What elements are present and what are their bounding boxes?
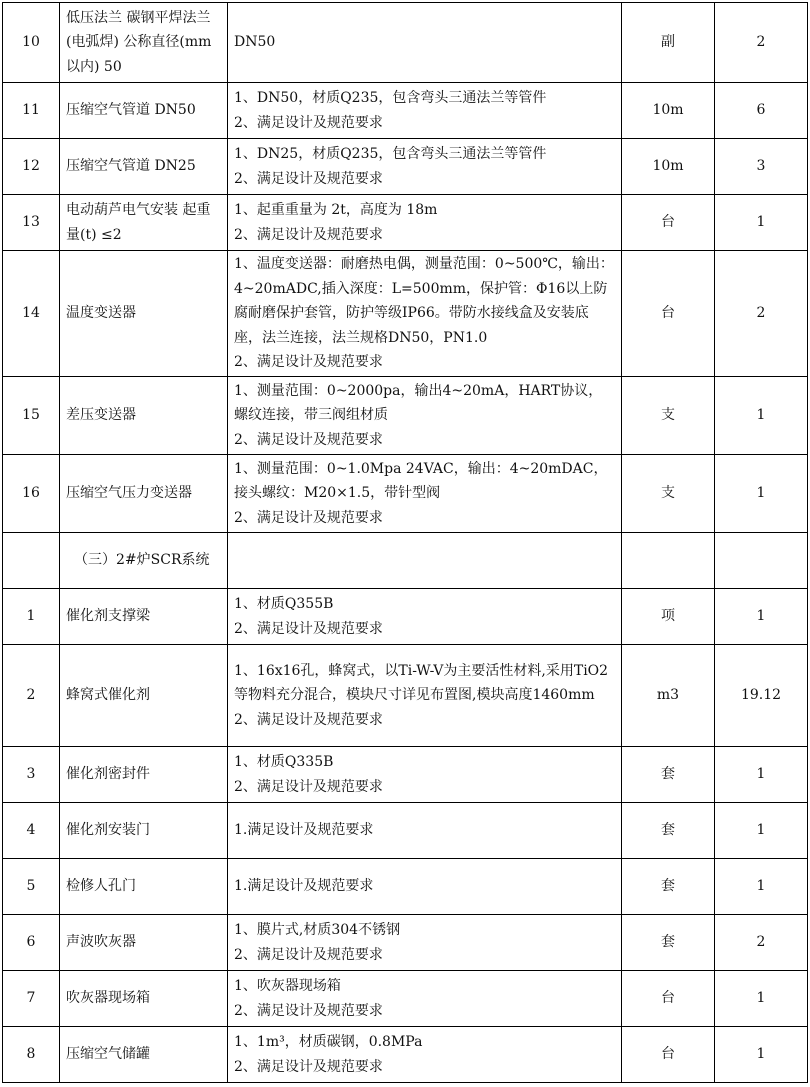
item-number-cell: 12: [3, 139, 60, 195]
item-unit-cell: 项: [622, 589, 715, 645]
item-name-cell: （三）2#炉SCR系统: [60, 533, 228, 589]
item-number-cell: 10: [3, 3, 60, 83]
item-name-cell: 压缩空气管道 DN25: [60, 139, 228, 195]
item-spec-cell: 1、测量范围：0~2000pa，输出4~20mA，HART协议，螺纹连接，带三阀组材质 2、满足设计及规范要求: [228, 377, 622, 455]
table-row: [3, 251, 808, 377]
item-number-cell: 7: [3, 971, 60, 1027]
item-name-cell: 催化剂安装门: [60, 803, 228, 859]
item-quantity-cell: 2: [715, 251, 808, 377]
item-unit-cell: 台: [622, 195, 715, 251]
table-row: [3, 3, 808, 83]
table-row: [3, 195, 808, 251]
item-name-cell: 压缩空气管道 DN50: [60, 83, 228, 139]
item-unit-cell: 套: [622, 747, 715, 803]
item-quantity-cell: 1: [715, 971, 808, 1027]
item-unit-cell: 台: [622, 251, 715, 377]
item-spec-cell: 1、起重重量为 2t，高度为 18m 2、满足设计及规范要求: [228, 195, 622, 251]
item-quantity-cell: 1: [715, 455, 808, 533]
item-quantity-cell: 1: [715, 195, 808, 251]
table-row: [3, 645, 808, 747]
item-number-cell: 3: [3, 747, 60, 803]
item-unit-cell: 10m: [622, 83, 715, 139]
item-spec-cell: 1、材质Q355B 2、满足设计及规范要求: [228, 589, 622, 645]
table-row: [3, 915, 808, 971]
item-quantity-cell: 6: [715, 83, 808, 139]
item-name-cell: 温度变送器: [60, 251, 228, 377]
item-name-cell: 催化剂密封件: [60, 747, 228, 803]
item-quantity-cell: 3: [715, 139, 808, 195]
item-name-cell: 检修人孔门: [60, 859, 228, 915]
table-row: [3, 859, 808, 915]
item-spec-cell: 1、温度变送器：耐磨热电偶，测量范围：0~500℃，输出：4~20mADC,插入深度：L=500mm，保护管：Φ16以上防腐耐磨保护套管，防护等级IP66。带防水接线盒及安装底座，法兰连接，法兰规格DN50，PN1.0 2、满足设计及规范要求: [228, 251, 622, 377]
item-quantity-cell: 1: [715, 859, 808, 915]
item-spec-cell: [228, 533, 622, 589]
item-quantity-cell: 2: [715, 915, 808, 971]
item-quantity-cell: 1: [715, 1027, 808, 1083]
item-quantity-cell: 19.12: [715, 645, 808, 747]
item-number-cell: 11: [3, 83, 60, 139]
item-unit-cell: 套: [622, 859, 715, 915]
item-number-cell: 2: [3, 645, 60, 747]
item-spec-cell: 1、吹灰器现场箱 2、满足设计及规范要求: [228, 971, 622, 1027]
item-name-cell: 压缩空气压力变送器: [60, 455, 228, 533]
item-quantity-cell: 2: [715, 3, 808, 83]
equipment-spec-table: [2, 2, 808, 1083]
table-row: [3, 139, 808, 195]
item-quantity-cell: 1: [715, 589, 808, 645]
item-spec-cell: 1、材质Q335B 2、满足设计及规范要求: [228, 747, 622, 803]
item-quantity-cell: 1: [715, 747, 808, 803]
item-name-cell: 催化剂支撑梁: [60, 589, 228, 645]
item-number-cell: 13: [3, 195, 60, 251]
item-spec-cell: 1、测量范围：0~1.0Mpa 24VAC，输出：4~20mDAC，接头螺纹：M20×1.5，带针型阀 2、满足设计及规范要求: [228, 455, 622, 533]
item-number-cell: 15: [3, 377, 60, 455]
item-name-cell: 电动葫芦电气安装 起重量(t) ≤2: [60, 195, 228, 251]
item-unit-cell: 套: [622, 915, 715, 971]
item-unit-cell: 套: [622, 803, 715, 859]
item-name-cell: 声波吹灰器: [60, 915, 228, 971]
item-unit-cell: 10m: [622, 139, 715, 195]
item-number-cell: 6: [3, 915, 60, 971]
item-name-cell: 吹灰器现场箱: [60, 971, 228, 1027]
item-spec-cell: 1、DN50，材质Q235，包含弯头三通法兰等管件 2、满足设计及规范要求: [228, 83, 622, 139]
item-spec-cell: 1.满足设计及规范要求: [228, 803, 622, 859]
table-row: [3, 803, 808, 859]
item-number-cell: 1: [3, 589, 60, 645]
item-spec-cell: 1.满足设计及规范要求: [228, 859, 622, 915]
table-row: [3, 971, 808, 1027]
item-number-cell: 14: [3, 251, 60, 377]
item-spec-cell: 1、1m³，材质碳钢，0.8MPa 2、满足设计及规范要求: [228, 1027, 622, 1083]
item-unit-cell: 支: [622, 377, 715, 455]
item-number-cell: 16: [3, 455, 60, 533]
item-name-cell: 差压变送器: [60, 377, 228, 455]
table-body: [3, 3, 808, 1083]
item-name-cell: 压缩空气储罐: [60, 1027, 228, 1083]
item-quantity-cell: 1: [715, 377, 808, 455]
item-name-cell: 蜂窝式催化剂: [60, 645, 228, 747]
table-row: [3, 83, 808, 139]
item-unit-cell: [622, 533, 715, 589]
item-spec-cell: 1、16x16孔，蜂窝式，以Ti-W-V为主要活性材料,采用TiO2等物料充分混合，模块尺寸详见布置图,模块高度1460mm 2、满足设计及规范要求: [228, 645, 622, 747]
table-row: [3, 589, 808, 645]
item-number-cell: 5: [3, 859, 60, 915]
item-spec-cell: DN50: [228, 3, 622, 83]
item-quantity-cell: 1: [715, 803, 808, 859]
item-unit-cell: 副: [622, 3, 715, 83]
item-unit-cell: 台: [622, 971, 715, 1027]
item-number-cell: [3, 533, 60, 589]
item-spec-cell: 1、膜片式,材质304不锈钢 2、满足设计及规范要求: [228, 915, 622, 971]
item-quantity-cell: [715, 533, 808, 589]
table-row: [3, 1027, 808, 1083]
table-row: [3, 377, 808, 455]
item-unit-cell: m3: [622, 645, 715, 747]
item-unit-cell: 支: [622, 455, 715, 533]
item-name-cell: 低压法兰 碳钢平焊法兰(电弧焊) 公称直径(mm以内) 50: [60, 3, 228, 83]
table-row: [3, 455, 808, 533]
item-spec-cell: 1、DN25，材质Q235，包含弯头三通法兰等管件 2、满足设计及规范要求: [228, 139, 622, 195]
item-number-cell: 8: [3, 1027, 60, 1083]
item-unit-cell: 台: [622, 1027, 715, 1083]
table-row: [3, 747, 808, 803]
item-number-cell: 4: [3, 803, 60, 859]
section-header-row: [3, 533, 808, 589]
